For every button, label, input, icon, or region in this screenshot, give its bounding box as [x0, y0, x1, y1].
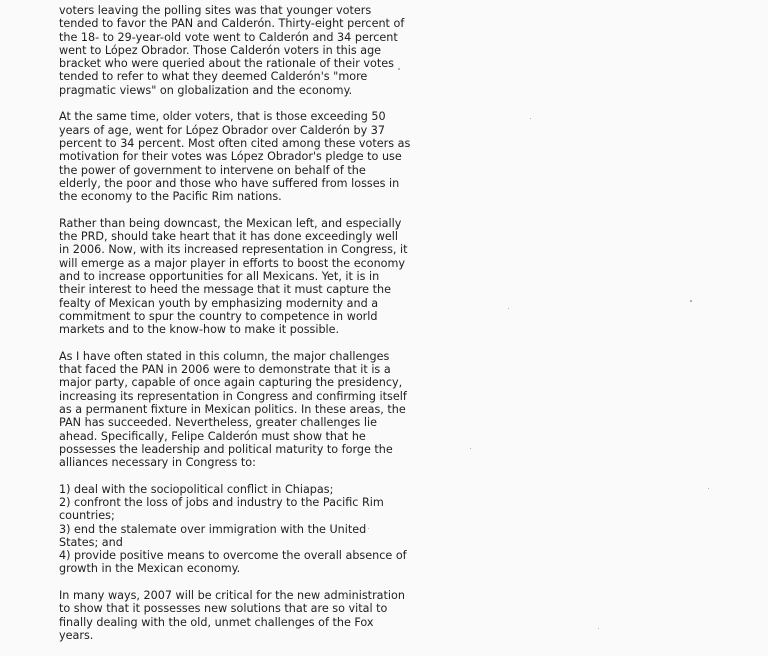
list-item: 1) deal with the sociopolitical conflict in Chiapas; [59, 482, 334, 496]
scan-speck [708, 488, 709, 489]
paragraph-pan-challenges: As I have often stated in this column, the major challenges that faced the PAN in 2006 were to demonstrate that it is a major party, capable of once again capturing the presidency, increasing its representation in Congress and confirming itself as a permanent fixture in Mexican politics. In these areas, the PAN has succeeded. Nevertheless, greater challenges lie ahead. Specifically, Felipe Calderón must show that he possesses the leadership and political maturity to forge the alliances necessary in Congress to: [59, 349, 407, 470]
scan-speck [398, 68, 400, 70]
scan-speck [690, 300, 692, 302]
scan-speck [598, 628, 599, 629]
list-item: 2) confront the loss of jobs and industry to the Pacific Rim countries; [59, 495, 384, 523]
scan-speck [470, 448, 471, 449]
list-item: 3) end the stalemate over immigration with the United States; and [59, 522, 367, 549]
scan-speck [368, 528, 369, 529]
list-item: 4) provide positive means to overcome the overall absence of growth in the Mexican economy. [59, 549, 407, 576]
paragraph-mexican-left: Rather than being downcast, the Mexican left, and especially the PRD, should take heart that it has done exceedingly well in 2006. Now, with its increased representation in Congress, it will emerge as a major player in efforts to boost the economy and to increase opportunities for all Mexicans. Yet, it is in their interest to heed the message that it must capture the fealty of Mexican youth by emphasizing modernity and a commitment to spur the country to competence in world markets and to the know-how to make it possible. [59, 216, 408, 337]
scan-speck [508, 308, 509, 309]
paragraph-older-voters: At the same time, older voters, that is those exceeding 50 years of age, went for López Obrador over Calderón by 37 percent to 34 percent. Most often cited among these voters as motivation for their votes was López Obrador's pledge to use the power of government to intervene on behalf of the elderly, the poor and those who have suffered from losses in the economy to the Pacific Rim nations. [59, 110, 411, 204]
paragraph-youth-vote: voters leaving the polling sites was that younger voters tended to favor the PAN and Calderón. Thirty-eight percent of the 18- to 29-year-old vote went to Calderón and 34 percent went to López Obrador. Those Calderón voters in this age bracket who were queried about the rationale of their votes tended to refer to what they deemed Calderón's "more pragmatic views" on globalization and the economy. [59, 4, 405, 97]
scan-speck [530, 118, 531, 119]
paragraph-closing: In many ways, 2007 will be critical for the new administration to show that it possesses new solutions that are so vital to finally dealing with the old, unmet challenges of the Fox years. [59, 589, 405, 642]
challenges-list [59, 483, 419, 576]
document-text-column [59, 4, 419, 656]
